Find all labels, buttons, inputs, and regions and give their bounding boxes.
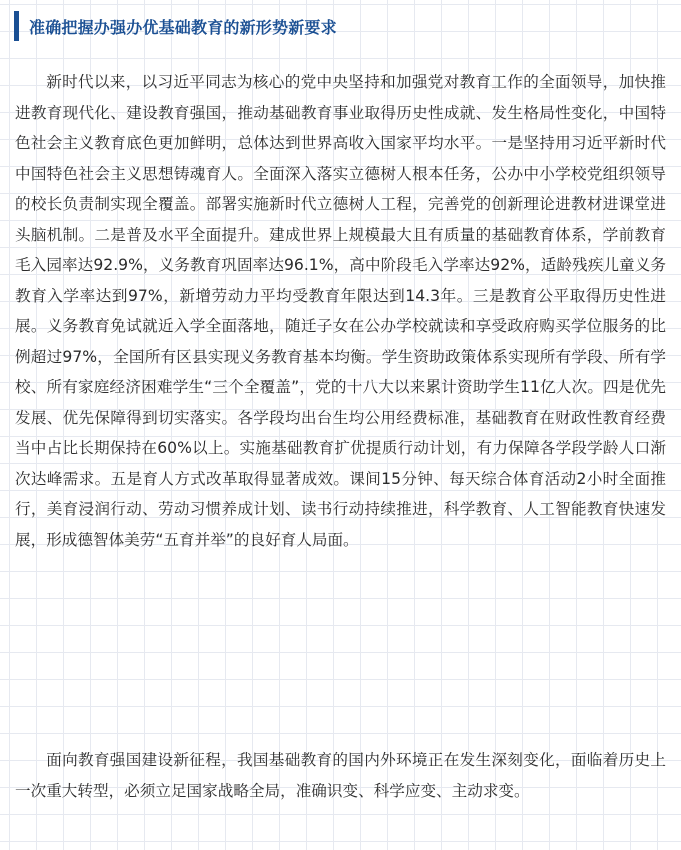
heading-accent-bar xyxy=(14,11,19,41)
body-paragraph-1: 新时代以来，以习近平同志为核心的党中央坚持和加强党对教育工作的全面领导，加快推进教育现代化、建设教育强国，推动基础教育事业取得历史性成就、发生格局性变化，中国特色社会主义教育底色更加鲜明，总体达到世界高收入国家平均水平。一是坚持用习近平新时代中国特色社会主义思想铸魂育人。全面深入落实立德树人根本任务，公办中小学校党组织领导的校长负责制实现全覆盖。部署实施新时代立德树人工程，完善党的创新理论进教材进课堂进头脑机制。二是普及水平全面提升。建成世界上规模最大且有质量的基础教育体系，学前教育毛入园率达92.9%，义务教育巩固率达96.1%，高中阶段毛入学率达92%，适龄残疾儿童义务教育入学率达到97%，新增劳动力平均受教育年限达到14.3年。三是教育公平取得历史性进展。义务教育免试就近入学全面落地，随迁子女在公办学校就读和享受政府购买学位服务的比例超过97%，全国所有区县实现义务教育基本均衡。学生资助政策体系实现所有学段、所有学校、所有家庭经济困难学生“三个全覆盖”，党的十八大以来累计资助学生11亿人次。四是优先发展、优先保障得到切实落实。各学段均出台生均公用经费标准，基础教育在财政性教育经费当中占比长期保持在60%以上。实施基础教育扩优提质行动计划，有力保障各学段学龄人口渐次达峰需求。五是育人方式改革取得显著成效。课间15分钟、每天综合体育活动2小时全面推行，美育浸润行动、劳动习惯养成计划、读书行动持续推进，科学教育、人工智能教育快速发展，形成德智体美劳“五育并举”的良好育人局面。 xyxy=(15,73,666,549)
body-paragraph-2: 面向教育强国建设新征程，我国基础教育的国内外环境正在发生深刻变化，面临着历史上一次重大转型，必须立足国家战略全局，准确识变、科学应变、主动求变。 xyxy=(15,751,666,800)
section-title: 准确把握办强办优基础教育的新形势新要求 xyxy=(29,17,337,37)
section-heading xyxy=(14,11,337,41)
